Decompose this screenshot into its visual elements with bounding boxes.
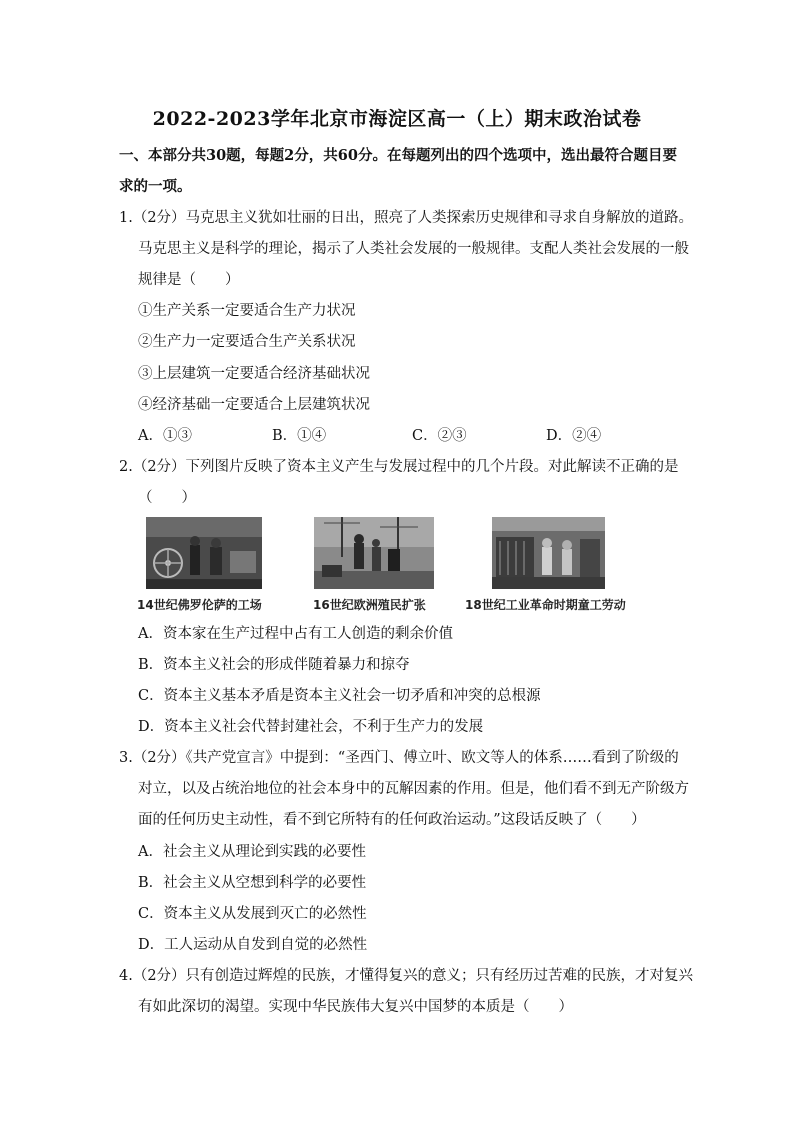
q3-option-a[interactable]: A．社会主义从理论到实践的必要性 [138,844,366,860]
q1-option-c[interactable]: C．②③ [412,428,467,444]
q1-item-1: ①生产关系一定要适合生产力状况 [138,303,356,319]
section-instruction-line-1: 一、本部分共30题，每题2分，共60分。在每题列出的四个选项中，选出最符合题目要 [119,147,677,164]
q1-item-2: ②生产力一定要适合生产关系状况 [138,334,356,350]
q1-stem-line-1: 1.（2分）马克思主义犹如壮丽的日出，照亮了人类探索历史规律和寻求自身解放的道路。 [119,210,694,226]
q1-stem-line-3: 规律是（ ） [138,272,240,288]
q2-stem-line-1: 2.（2分）下列图片反映了资本主义产生与发展过程中的几个片段。对此解读不正确的是 [119,459,679,475]
q2-option-b[interactable]: B．资本主义社会的形成伴随着暴力和掠夺 [138,657,410,673]
q3-stem-line-3: 面的任何历史主动性，看不到它所特有的任何政治运动。”这段话反映了（ ） [138,812,646,828]
q4-stem-line-2: 有如此深切的渴望。实现中华民族伟大复兴中国梦的本质是（ ） [138,999,573,1015]
q2-option-a[interactable]: A．资本家在生产过程中占有工人创造的剩余价值 [138,626,453,642]
q1-option-b[interactable]: B．①④ [272,428,327,444]
q4-stem-line-1: 4.（2分）只有创造过辉煌的民族，才懂得复兴的意义；只有经历过苦难的民族，才对复兴 [119,968,694,984]
q3-stem-line-1: 3.（2分）《共产党宣言》中提到：“圣西门、傅立叶、欧文等人的体系……看到了阶级的 [119,750,679,766]
caption-child-labor: 18世纪工业革命时期童工劳动 [465,598,626,612]
section-instruction-line-2: 求的一项。 [119,178,192,195]
q3-option-c[interactable]: C．资本主义从发展到灭亡的必然性 [138,906,367,922]
q1-stem-line-2: 马克思主义是科学的理论，揭示了人类社会发展的一般规律。支配人类社会发展的一般 [138,241,689,257]
q1-item-4: ④经济基础一定要适合上层建筑状况 [138,397,370,413]
q1-option-a[interactable]: A．①③ [138,428,192,444]
page-title: 2022-2023学年北京市海淀区高一（上）期末政治试卷 [152,108,642,130]
q2-stem-line-2: （ ） [138,490,196,506]
q1-option-d[interactable]: D．②④ [546,428,602,444]
caption-colonial-expansion: 16世纪欧洲殖民扩张 [313,598,426,612]
q3-option-b[interactable]: B．社会主义从空想到科学的必要性 [138,875,367,891]
q2-option-c[interactable]: C．资本主义基本矛盾是资本主义社会一切矛盾和冲突的总根源 [138,688,541,704]
figure-child-labor [492,517,605,589]
figure-florence-workshop [146,517,262,589]
q2-option-d[interactable]: D．资本主义社会代替封建社会，不利于生产力的发展 [138,719,484,735]
figure-colonial-expansion [314,517,434,589]
q1-item-3: ③上层建筑一定要适合经济基础状况 [138,366,370,382]
q1-options [0,426,794,446]
q3-stem-line-2: 对立，以及占统治地位的社会本身中的瓦解因素的作用。但是，他们看不到无产阶级方 [138,781,689,797]
caption-florence-workshop: 14世纪佛罗伦萨的工场 [137,598,262,612]
q3-option-d[interactable]: D．工人运动从自发到自觉的必然性 [138,937,368,953]
